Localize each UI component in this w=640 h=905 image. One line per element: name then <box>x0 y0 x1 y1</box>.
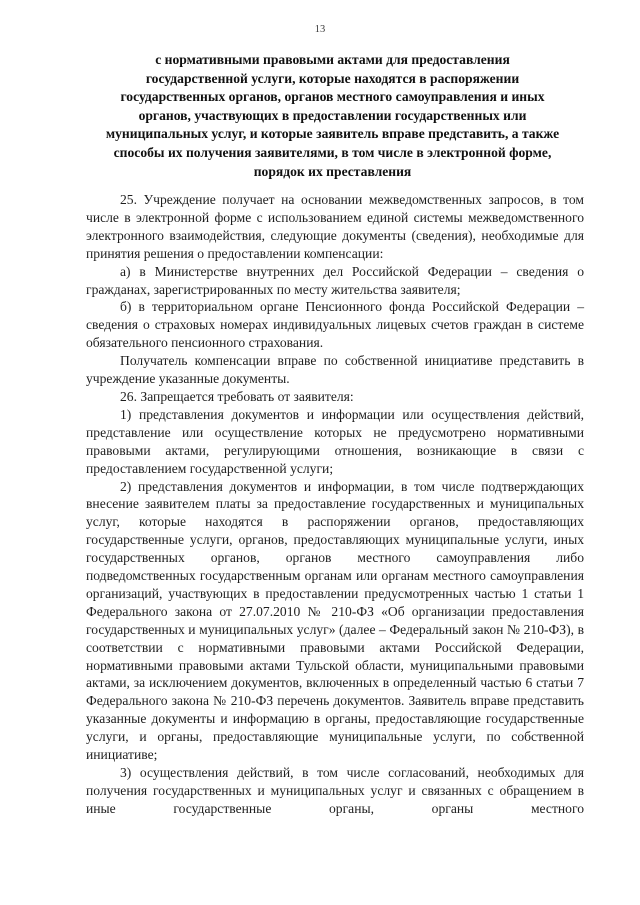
section-heading <box>80 51 585 181</box>
paragraph-26: 26. Запрещается требовать от заявителя: <box>120 388 354 404</box>
paragraph-25-a: а) в Министерстве внутренних дел Российской Федерации – сведения о гражданах, зарегистрированных по месту жительства заявителя; <box>86 263 584 297</box>
heading-line: государственной услуги, которые находятся в распоряжении <box>145 70 520 86</box>
page-number: 13 <box>314 24 326 35</box>
paragraph-initiative: Получатель компенсации вправе по собственной инициативе представить в учреждение указанные документы. <box>86 353 584 387</box>
heading-line: способы их получения заявителями, в том числе в электронной форме, <box>113 144 552 160</box>
heading-line: государственных органов, органов местного самоуправления и иных <box>120 89 545 105</box>
paragraph-25-b: б) в территориальном органе Пенсионного фонда Российской Федерации – сведения о страховых номерах индивидуальных лицевых счетов граждан в системе обязательного пенсионного страхования. <box>86 299 584 351</box>
heading-line: муниципальных услуг, и которые заявитель вправе представить, а также <box>105 126 560 142</box>
paragraph-25: 25. Учреждение получает на основании межведомственных запросов, в том числе в электронной форме с использованием единой системы межведомственного электронного взаимодействия, следующие документы (сведения), необходимые для принятия решения о предоставлении компенсации: <box>86 192 584 261</box>
paragraph-26-2: 2) представления документов и информации, в том числе подтверждающих внесение заявителем платы за предоставление государственных и муниципальных услуг, которые находятся в распоряжении органов, предоставляющих государственные услуги, органов, предоставляющих муниципальные услуги, иных государственных органов, органов местного самоуправления либо подведомственных государственным органам или органам местного самоуправления организаций, участвующих в предоставлении предусмотренных частью 1 статьи 1 Федерального закона от 27.07.2010 № 210-ФЗ «Об организации предоставления государственных и муниципальных услуг» (далее – Федеральный закон № 210-ФЗ), в соответствии с нормативными правовыми актами Российской Федерации, нормативными правовыми актами Тульской области, муниципальными правовыми актами, за исключением документов, включенных в определенный частью 6 статьи 7 Федерального закона № 210-ФЗ перечень документов. Заявитель вправе представить указанные документы и информацию в органы, предоставляющие государственные услуги, и органы, предоставляющие муниципальные услуги, по собственной инициативе; <box>86 478 584 763</box>
paragraph-26-1: 1) представления документов и информации или осуществления действий, представление или осуществление которых не предусмотрено нормативными правовыми актами, регулирующими отношения, возникающие в связи с предоставлением государственной услуги; <box>86 406 584 476</box>
document-body <box>86 191 584 818</box>
heading-line: порядок их преставления <box>253 163 412 179</box>
heading-line: органов, участвующих в предоставлении государственных или <box>138 107 527 123</box>
heading-line: с нормативными правовыми актами для предоставления <box>155 52 510 67</box>
paragraph-26-3: 3) осуществления действий, в том числе согласований, необходимых для получения государственных и муниципальных услуг и связанных с обращением в иные государственные органы, органы местного <box>86 765 584 816</box>
